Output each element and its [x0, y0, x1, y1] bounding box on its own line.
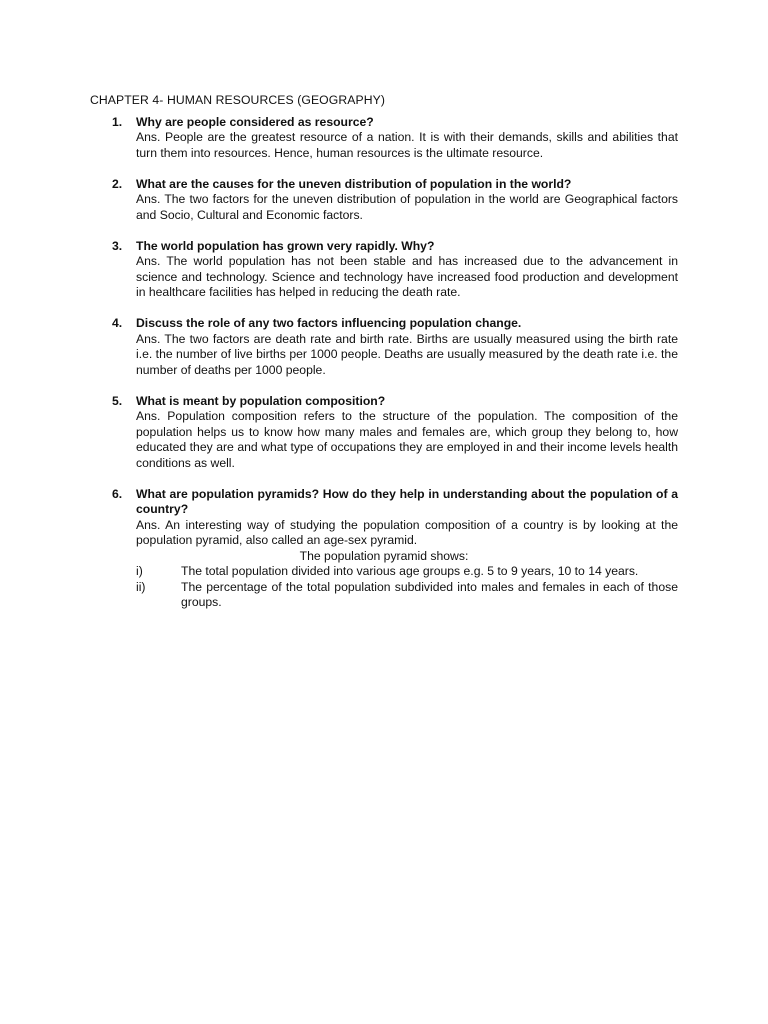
- question-text: Why are people considered as resource?: [136, 114, 374, 129]
- answer-text: Ans. People are the greatest resource of a nation. It is with their demands, skills and abilities that turn them into resources. Hence, human resources is the ultimate resource.: [136, 130, 678, 160]
- question-number: 1.: [112, 114, 123, 129]
- pyramid-point: [136, 580, 678, 611]
- question-number: 5.: [112, 393, 123, 408]
- answer-text: Ans. Population composition refers to the structure of the population. The composition of the population helps us to know how many males and females are, which group they belong to, how educated they are and what type of occupations they are employed in and their income levels health conditions as well.: [136, 409, 678, 470]
- question-item-6: [90, 487, 678, 611]
- question-number: 4.: [112, 316, 123, 330]
- chapter-title: CHAPTER 4- HUMAN RESOURCES (GEOGRAPHY): [90, 93, 385, 107]
- pyramid-points-list: [136, 564, 678, 611]
- question-item-4: [90, 316, 678, 378]
- question-text: What is meant by population composition?: [136, 393, 386, 408]
- question-text: The world population has grown very rapidly. Why?: [136, 238, 435, 253]
- answer-text: Ans. An interesting way of studying the population composition of a country is by looking at the population pyramid, also called an age-sex pyramid.: [136, 517, 678, 547]
- answer-text: Ans. The two factors are death rate and birth rate. Births are usually measured using the birth rate i.e. the number of live births per 1000 people. Deaths are usually measured by the death rate i.e. the number of deaths per 1000 people.: [136, 331, 678, 377]
- question-number: 3.: [112, 238, 123, 253]
- question-item-1: [90, 115, 678, 162]
- pyramid-point: [136, 564, 678, 580]
- question-text: What are population pyramids? How do they help in understanding about the population of a country?: [136, 486, 678, 516]
- question-number: 2.: [112, 176, 123, 191]
- question-item-2: [90, 177, 678, 224]
- question-list: [90, 115, 678, 611]
- point-text: The percentage of the total population subdivided into males and females in each of those groups.: [181, 579, 678, 609]
- pyramid-subheading: The population pyramid shows:: [299, 548, 469, 563]
- answer-text: Ans. The world population has not been stable and has increased due to the advancement in science and technology. Science and technology have increased food production and development in healthcare facilities has helped in reducing the death rate.: [136, 254, 678, 299]
- question-item-3: [90, 239, 678, 301]
- point-marker: ii): [136, 579, 146, 594]
- point-marker: i): [136, 564, 143, 578]
- point-text: The total population divided into various age groups e.g. 5 to 9 years, 10 to 14 years.: [181, 564, 639, 578]
- question-text: What are the causes for the uneven distribution of population in the world?: [136, 176, 572, 191]
- question-text: Discuss the role of any two factors influencing population change.: [136, 316, 522, 330]
- answer-text: Ans. The two factors for the uneven distribution of population in the world are Geographical factors and Socio, Cultural and Economic factors.: [136, 192, 678, 222]
- document-content: [90, 93, 678, 626]
- question-item-5: [90, 394, 678, 472]
- question-number: 6.: [112, 486, 123, 501]
